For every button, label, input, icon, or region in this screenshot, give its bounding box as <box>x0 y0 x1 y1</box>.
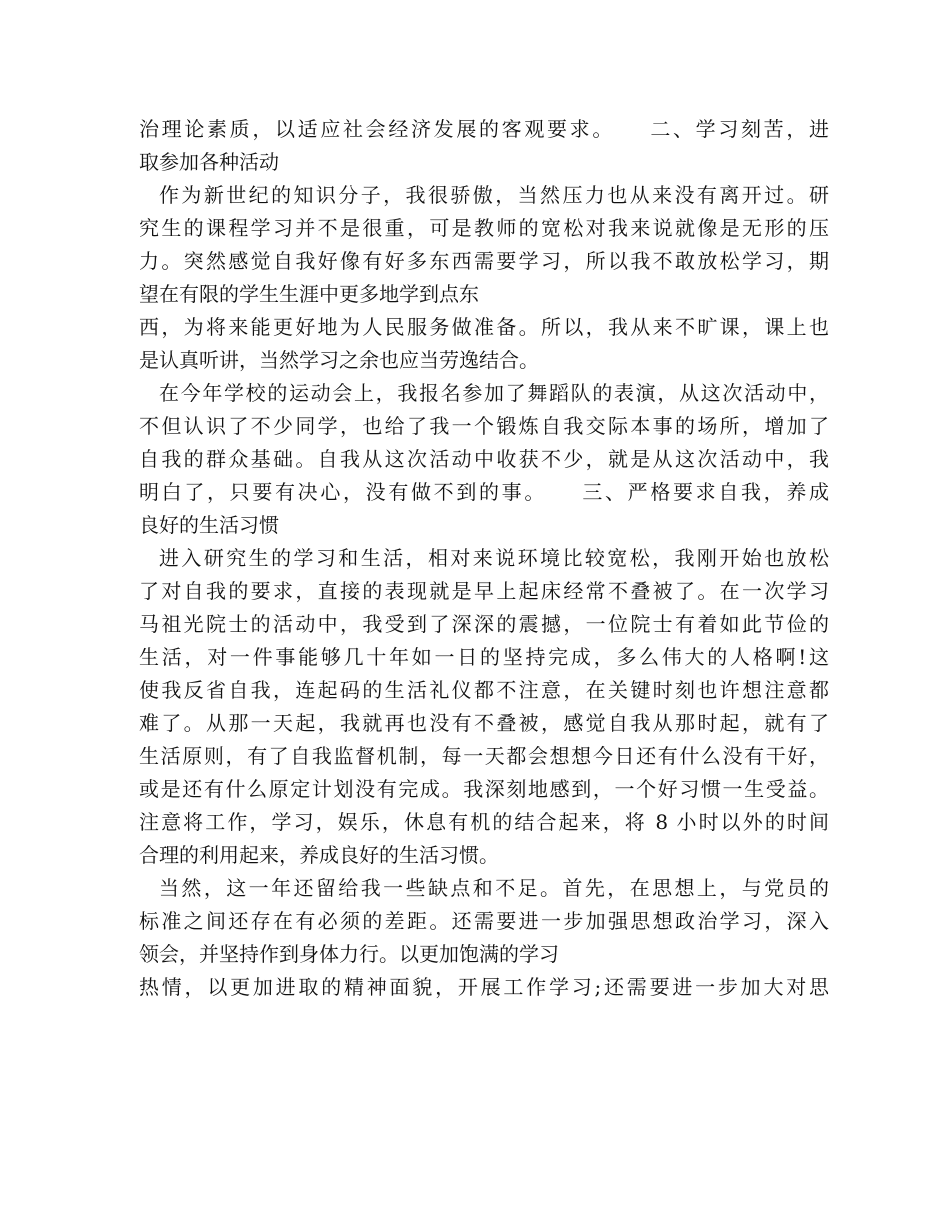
text-line: 究生的课程学习并不是很重，可是教师的宽松对我来说就像是无形的压 <box>139 216 829 240</box>
text-line: 马祖光院士的活动中，我受到了深深的震撼，一位院士有着如此节俭的 <box>139 612 829 636</box>
text-line: 力。突然感觉自我好像有好多东西需要学习，所以我不敢放松学习，期 <box>139 249 829 273</box>
text-line: 治理论素质，以适应社会经济发展的客观要求。 二、学习刻苦，进 <box>139 117 829 141</box>
text-line: 使我反省自我，连起码的生活礼仪都不注意，在关键时刻也许想注意都 <box>139 678 829 702</box>
text-line: 或是还有什么原定计划没有完成。我深刻地感到，一个好习惯一生受益。 <box>139 777 829 801</box>
text-line: 热情，以更加进取的精神面貌，开展工作学习;还需要进一步加大对思 <box>139 975 829 999</box>
text-line: 明白了，只要有决心，没有做不到的事。 三、严格要求自我，养成 <box>139 480 829 504</box>
text-line: 了对自我的要求，直接的表现就是早上起床经常不叠被了。在一次学习 <box>139 579 829 603</box>
text-line: 当然，这一年还留给我一些缺点和不足。首先，在思想上，与党员的 <box>159 876 829 900</box>
text-line: 进入研究生的学习和生活，相对来说环境比较宽松，我刚开始也放松 <box>159 546 829 570</box>
text-line: 难了。从那一天起，我就再也没有不叠被，感觉自我从那时起，就有了 <box>139 711 829 735</box>
text-line: 良好的生活习惯 <box>139 513 279 537</box>
text-line: 在今年学校的运动会上，我报名参加了舞蹈队的表演，从这次活动中， <box>159 381 829 405</box>
text-line: 注意将工作，学习，娱乐，休息有机的结合起来，将 8 小时以外的时间 <box>139 810 829 834</box>
text-line: 望在有限的学生生涯中更多地学到点东 <box>139 282 479 306</box>
text-line: 作为新世纪的知识分子，我很骄傲，当然压力也从来没有离开过。研 <box>159 183 829 207</box>
text-line: 西，为将来能更好地为人民服务做准备。所以，我从来不旷课，课上也 <box>139 315 829 339</box>
text-line: 生活，对一件事能够几十年如一日的坚持完成，多么伟大的人格啊!这 <box>139 645 829 669</box>
text-line: 标准之间还存在有必须的差距。还需要进一步加强思想政治学习，深入 <box>139 909 829 933</box>
text-line: 是认真听讲，当然学习之余也应当劳逸结合。 <box>139 348 539 372</box>
text-line: 取参加各种活动 <box>139 150 279 174</box>
text-line: 生活原则，有了自我监督机制，每一天都会想想今日还有什么没有干好， <box>139 744 829 768</box>
text-line: 领会，并坚持作到身体力行。以更加饱满的学习 <box>139 942 559 966</box>
text-line: 自我的群众基础。自我从这次活动中收获不少，就是从这次活动中，我 <box>139 447 829 471</box>
text-line: 合理的利用起来，养成良好的生活习惯。 <box>139 843 499 867</box>
document-body <box>139 113 829 1004</box>
text-line: 不但认识了不少同学，也给了我一个锻炼自我交际本事的场所，增加了 <box>139 414 829 438</box>
